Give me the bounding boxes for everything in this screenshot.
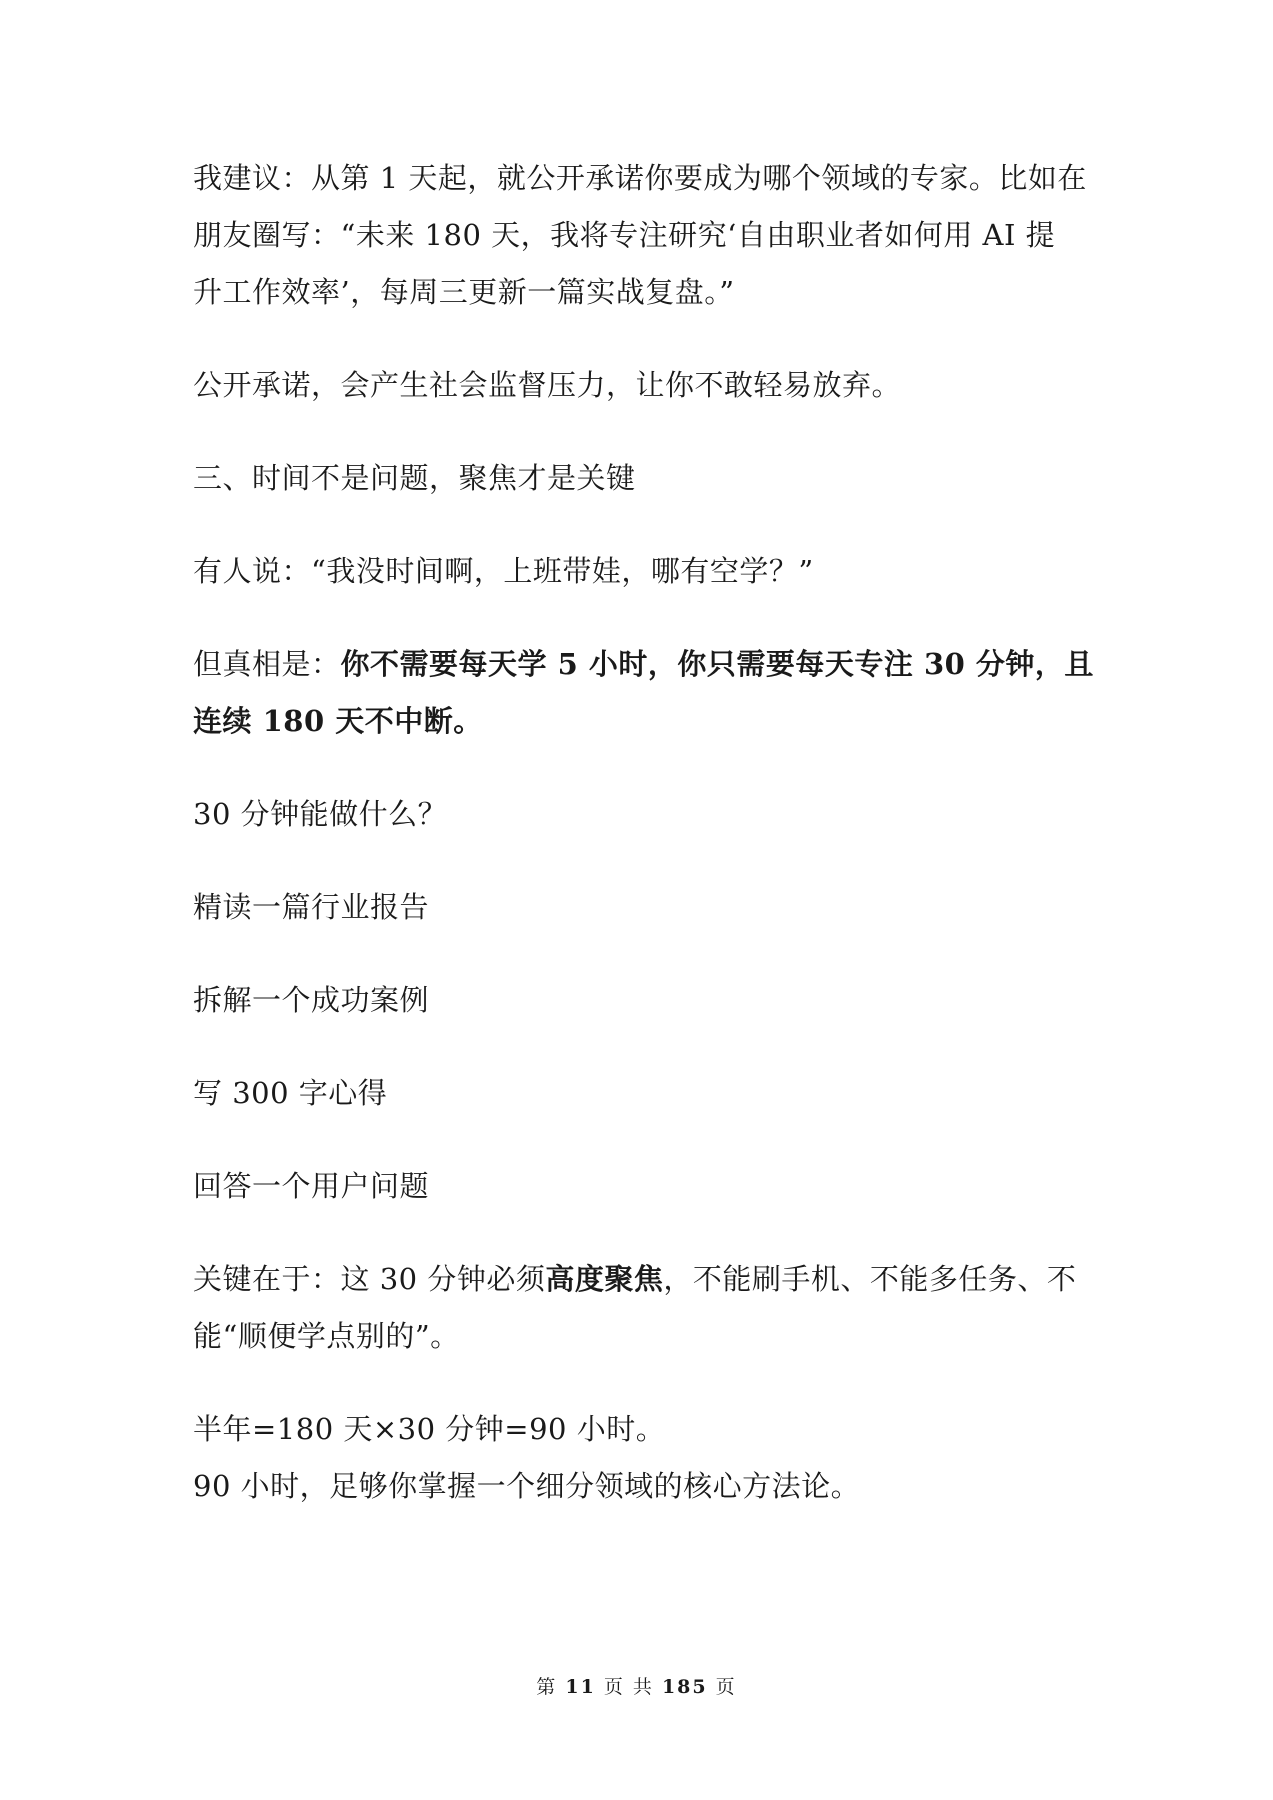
section-heading-3: 三、时间不是问题，聚焦才是关键 xyxy=(193,461,636,495)
key-focus-suffix: ，不能刷手机、不能多任务、不 xyxy=(663,1262,1077,1296)
text-line: 朋友圈写：“未来 180 天，我将专注研究‘自由职业者如何用 AI 提 xyxy=(193,218,1056,252)
total-page-count: 185 xyxy=(661,1676,708,1698)
page-content xyxy=(193,150,1093,1515)
paragraph-truth xyxy=(193,636,1093,750)
footer-suffix: 页 xyxy=(715,1676,737,1698)
current-page-number: 11 xyxy=(565,1676,596,1698)
text-line: 升工作效率’，每周三更新一篇实战复盘。” xyxy=(193,275,735,309)
list-item: 写 300 字心得 xyxy=(193,1076,388,1110)
key-focus-prefix: 关键在于：这 30 分钟必须 xyxy=(193,1262,546,1296)
text-line: 半年=180 天×30 分钟=90 小时。 xyxy=(193,1412,666,1446)
truth-bold-text-line2: 连续 180 天不中断。 xyxy=(193,704,483,738)
truth-prefix: 但真相是： xyxy=(193,647,341,681)
paragraph-no-time-quote: 有人说：“我没时间啊，上班带娃，哪有空学？” xyxy=(193,554,814,588)
footer-middle: 页 共 xyxy=(603,1676,654,1698)
paragraph-30min-question: 30 分钟能做什么？ xyxy=(193,797,448,831)
text-line: 90 小时，足够你掌握一个细分领域的核心方法论。 xyxy=(193,1469,861,1503)
paragraph-key-focus xyxy=(193,1251,1093,1365)
list-item: 精读一篇行业报告 xyxy=(193,890,430,924)
text-line: 我建议：从第 1 天起，就公开承诺你要成为哪个领域的专家。比如在 xyxy=(193,161,1087,195)
paragraph-social-pressure: 公开承诺，会产生社会监督压力，让你不敢轻易放弃。 xyxy=(193,368,902,402)
paragraph-half-year-calc xyxy=(193,1401,1093,1515)
key-focus-bold: 高度聚焦 xyxy=(545,1262,664,1296)
list-item: 回答一个用户问题 xyxy=(193,1169,430,1203)
paragraph-commitment-suggestion xyxy=(193,150,1093,321)
footer-prefix: 第 xyxy=(536,1676,558,1698)
page-footer xyxy=(0,1672,1273,1699)
list-item: 拆解一个成功案例 xyxy=(193,983,430,1017)
truth-bold-text: 你不需要每天学 5 小时，你只需要每天专注 30 分钟，且 xyxy=(340,647,1094,681)
text-line: 能“顺便学点别的”。 xyxy=(193,1319,460,1353)
